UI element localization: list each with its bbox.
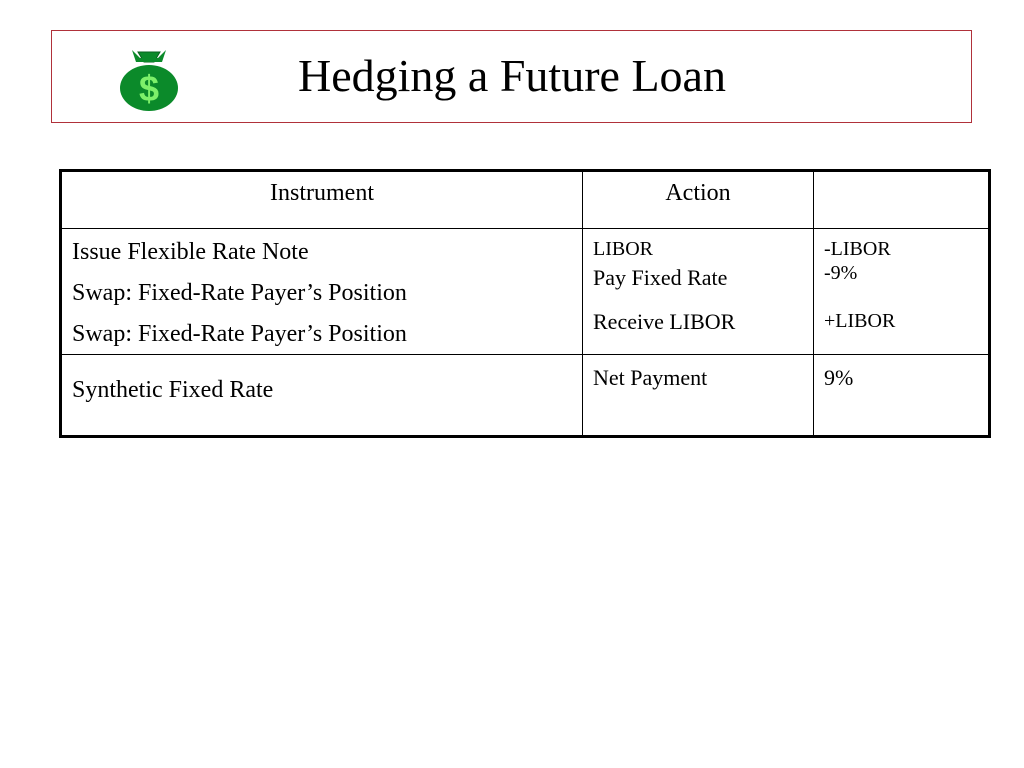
header-instrument: Instrument <box>61 171 583 229</box>
action-line: Receive LIBOR <box>593 309 736 334</box>
cell-action <box>583 355 814 437</box>
action-line: Net Payment <box>593 365 708 390</box>
header-value <box>814 171 990 229</box>
action-line: LIBOR <box>593 238 653 260</box>
instrument-line: Swap: Fixed-Rate Payer’s Position <box>72 280 407 306</box>
cell-action <box>583 229 814 355</box>
table-header-row <box>61 171 990 229</box>
value-line: +LIBOR <box>824 310 896 332</box>
instrument-line: Issue Flexible Rate Note <box>72 239 309 265</box>
hedging-table <box>59 169 991 438</box>
value-line: 9% <box>824 365 854 390</box>
cell-instrument <box>61 355 583 437</box>
table-row <box>61 229 990 355</box>
action-line: Pay Fixed Rate <box>593 265 728 290</box>
page-title: Hedging a Future Loan <box>298 50 726 101</box>
cell-value <box>814 229 990 355</box>
header-action: Action <box>583 171 814 229</box>
value-line: -9% <box>824 262 858 284</box>
money-bag-glyph: $ <box>138 68 160 109</box>
cell-value <box>814 355 990 437</box>
instrument-line: Swap: Fixed-Rate Payer’s Position <box>72 321 407 347</box>
cell-instrument <box>61 229 583 355</box>
value-line: -LIBOR <box>824 238 891 260</box>
instrument-line: Synthetic Fixed Rate <box>72 377 274 403</box>
table-row <box>61 355 990 437</box>
